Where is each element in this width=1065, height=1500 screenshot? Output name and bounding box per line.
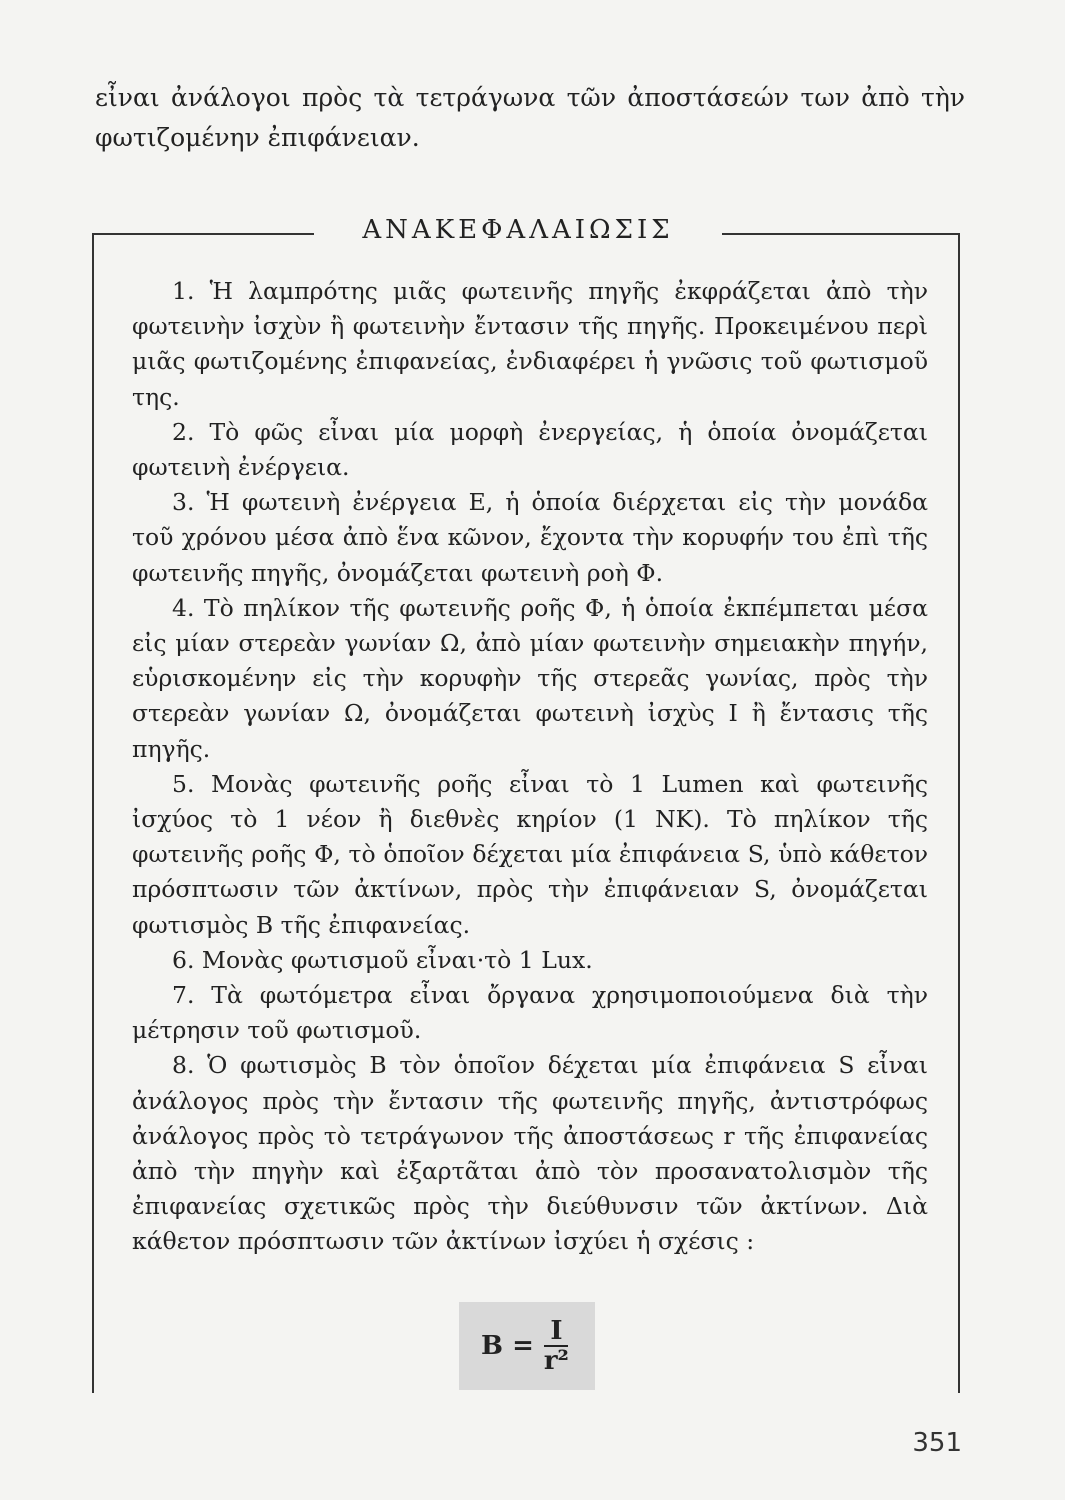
summary-item-4: 4. Τὸ πηλίκον τῆς φωτεινῆς ροῆς Φ, ἡ ὁποία ἐκπέμπεται μέσα εἰς μίαν στερεὰν γωνίαν Ω, ἀπὸ μίαν φωτεινὴν σημειακὴν πηγήν, εὑρισκομένην εἰς τὴν κορυφὴν τῆς στερεᾶς γωνίας, πρὸς τὴν στερεὰν γωνίαν Ω, ὀνομάζεται φωτεινὴ ἰσχὺς I ἢ ἔντασις τῆς πηγῆς. xyxy=(132,593,928,763)
box-border-right xyxy=(958,233,960,1393)
summary-item-1: 1. Ἡ λαμπρότης μιᾶς φωτεινῆς πηγῆς ἐκφράζεται ἀπὸ τὴν φωτεινὴν ἰσχὺν ἢ φωτεινὴν ἔντασιν τῆς πηγῆς. Προκειμένου περὶ μιᾶς φωτιζομένης ἐπιφανείας, ἐνδιαφέρει ἡ γνῶσις τοῦ φωτισμοῦ της. xyxy=(132,277,928,411)
summary-heading: ΑΝΑΚΕΦΑΛΑΙΩΣΙΣ xyxy=(362,215,674,245)
summary-item-3: 3. Ἡ φωτεινὴ ἐνέργεια E, ἡ ὁποία διέρχεται εἰς τὴν μονάδα τοῦ χρόνου μέσα ἀπὸ ἕνα κῶνον, ἔχοντα τὴν κορυφήν του ἐπὶ τῆς φωτεινῆς πηγῆς, ὀνομάζεται φωτεινὴ ροὴ Φ. xyxy=(132,488,928,587)
formula-lhs: B = xyxy=(481,1331,534,1361)
box-border-left xyxy=(92,233,94,1393)
formula-fraction xyxy=(540,1317,573,1375)
box-border-top-right xyxy=(722,233,960,235)
summary-item-7: 7. Τὰ φωτόμετρα εἶναι ὄργανα χρησιμοποιούμενα διὰ τὴν μέτρησιν τοῦ φωτισμοῦ. xyxy=(132,981,928,1045)
formula-box xyxy=(459,1302,595,1390)
summary-item-5: 5. Μονὰς φωτεινῆς ροῆς εἶναι τὸ 1 Lumen καὶ φωτεινῆς ἰσχύος τὸ 1 νέον ἢ διεθνὲς κηρίον (1 NK). Τὸ πηλίκον τῆς φωτεινῆς ροῆς Φ, τὸ ὁποῖον δέχεται μία ἐπιφάνεια S, ὑπὸ κάθετον πρόσπτωσιν τῶν ἀκτίνων, πρὸς τὴν ἐπιφάνειαν S, ὀνομάζεται φωτισμὸς B τῆς ἐπιφανείας. xyxy=(132,769,928,939)
summary-item-6: 6. Μονὰς φωτισμοῦ εἶναι·τὸ 1 Lux. xyxy=(172,945,593,974)
summary-item-2: 2. Τὸ φῶς εἶναι μία μορφὴ ἐνεργείας, ἡ ὁποία ὀνομάζεται φωτεινὴ ἐνέργεια. xyxy=(132,417,928,482)
formula-denominator: r² xyxy=(543,1346,569,1376)
summary-list xyxy=(132,274,928,1260)
formula-numerator: I xyxy=(544,1317,568,1347)
intro-paragraph: εἶναι ἀνάλογοι πρὸς τὰ τετράγωνα τῶν ἀποστάσεών των ἀπὸ τὴν φωτιζομένην ἐπιφάνειαν. xyxy=(95,83,965,152)
page-number: 351 xyxy=(912,1428,962,1458)
summary-item-8: 8. Ὁ φωτισμὸς B τὸν ὁποῖον δέχεται μία ἐπιφάνεια S εἶναι ἀνάλογος πρὸς τὴν ἔντασιν τῆς φωτεινῆς πηγῆς, ἀντιστρόφως ἀνάλογος πρὸς τὸ τετράγωνον τῆς ἀποστάσεως r τῆς ἐπιφανείας ἀπὸ τὴν πηγὴν καὶ ἐξαρτᾶται ἀπὸ τὸν προσανατολισμὸν τῆς ἐπιφανείας σχετικῶς πρὸς τὴν διεύθυνσιν τῶν ἀκτίνων. Διὰ κάθετον πρόσπτωσιν τῶν ἀκτίνων ἰσχύει ἡ σχέσις : xyxy=(132,1051,928,1256)
box-border-top-left xyxy=(92,233,314,235)
